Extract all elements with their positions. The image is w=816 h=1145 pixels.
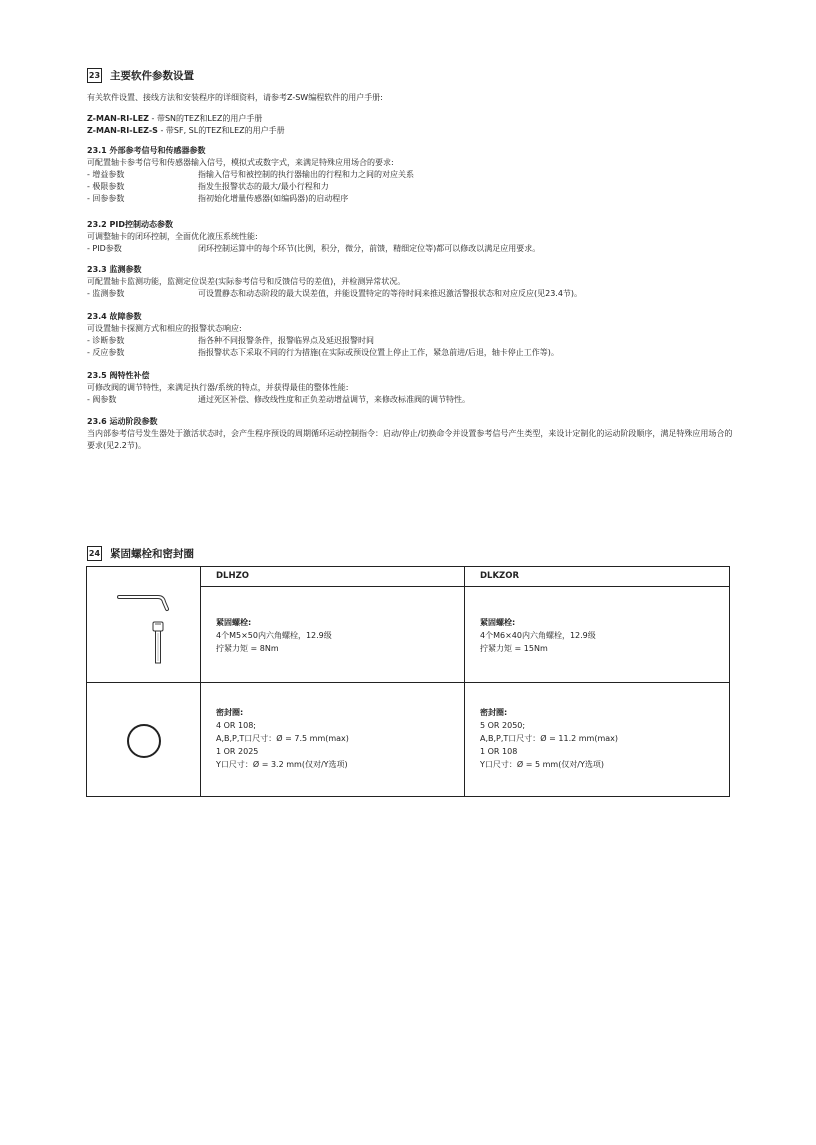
param-value: 指报警状态下采取不同的行为措施(在实际或预设位置上停止工作，紧急前进/后退，轴卡停止工作等)。 — [198, 348, 559, 357]
section-23-intro: 有关软件设置、接线方法和安装程序的详细资料，请参考Z-SW编程软件的用户手册: — [87, 93, 383, 102]
param-row — [87, 335, 737, 347]
subsection-heading: 23.1 外部参考信号和传感器参数 — [87, 146, 206, 155]
subsection-heading: 23.2 PID控制动态参数 — [87, 220, 174, 229]
section-23-title: 主要软件参数设置 — [110, 69, 194, 82]
table-divider — [200, 586, 729, 587]
manual-list — [87, 113, 737, 137]
param-key: - 反应参数 — [87, 348, 125, 357]
table-divider — [87, 682, 729, 683]
subsection-23-5 — [87, 370, 737, 406]
subsection-23-4 — [87, 311, 737, 359]
bolt-line: 拧紧力矩 = 15Nm — [480, 644, 548, 653]
section-24-title: 紧固螺栓和密封圈 — [110, 547, 194, 560]
section-24-header — [87, 546, 194, 561]
section-23-header — [87, 68, 194, 83]
param-row — [87, 193, 737, 205]
subsection-23-1 — [87, 145, 737, 205]
subsection-text: 当内部参考信号发生器处于激活状态时，会产生程序预设的周期循环运动控制指令：启动/停止/切换命令并设置参考信号产生类型，来设计定制化的运动阶段顺序，满足特殊应用场合的要求(见2.2节)。 — [87, 429, 733, 450]
param-key: - 极限参数 — [87, 182, 125, 191]
manual-item — [87, 113, 737, 125]
subsection-intro: 可修改阀的调节特性，来满足执行器/系统的特点，并获得最佳的整体性能: — [87, 383, 349, 392]
bolt-spec-dlhzo — [216, 616, 332, 655]
param-value: 指初始化增量传感器(如编码器)的启动程序 — [198, 194, 349, 203]
seal-spec-dlhzo — [216, 706, 349, 771]
param-row — [87, 181, 737, 193]
param-value: 闭环控制运算中的每个环节(比例，积分，微分，前馈，精细定位等)都可以修改以满足应用要求。 — [198, 244, 541, 253]
hex-key-bolt-icon — [115, 591, 175, 667]
section-23-number: 23 — [87, 68, 102, 83]
param-row — [87, 169, 737, 181]
subsection-23-3 — [87, 264, 737, 300]
param-value: 可设置静态和动态阶段的最大误差值，并能设置特定的等待时间来推迟激活警报状态和对应反应(见23.4节)。 — [198, 289, 583, 298]
manual-desc: - 带SF, SL的TEZ和LEZ的用户手册 — [157, 126, 285, 135]
subsection-intro: 可配置轴卡监测功能，监测定位误差(实际参考信号和反馈信号的差值)，并检测异常状况。 — [87, 277, 406, 286]
param-row — [87, 243, 737, 255]
column-header-dlhzo: DLHZO — [216, 571, 249, 581]
section-24-number: 24 — [87, 546, 102, 561]
seal-line: Y口尺寸：Ø = 5 mm(仅对/Y选项) — [480, 760, 605, 769]
o-ring-icon — [125, 722, 163, 760]
param-value: 指各种不同报警条件，报警临界点及延迟报警时间 — [198, 336, 374, 345]
param-key: - 阀参数 — [87, 395, 117, 404]
subsection-heading: 23.4 故障参数 — [87, 312, 142, 321]
seal-line: 5 OR 2050; — [480, 721, 526, 730]
seal-line: A,B,P,T口尺寸：Ø = 7.5 mm(max) — [216, 734, 349, 743]
bolt-line: 4个M5×50内六角螺栓，12.9级 — [216, 631, 332, 640]
param-key: - 监测参数 — [87, 289, 125, 298]
seal-line: 4 OR 108; — [216, 721, 256, 730]
param-key: - 增益参数 — [87, 170, 125, 179]
fastener-seal-table — [86, 566, 730, 797]
param-key: - 诊断参数 — [87, 336, 125, 345]
bolt-spec-dlkzor — [480, 616, 596, 655]
param-value: 指发生报警状态的最大/最小行程和力 — [198, 182, 329, 191]
subsection-intro: 可设置轴卡探测方式和相应的报警状态响应: — [87, 324, 242, 333]
subsection-heading: 23.5 阀特性补偿 — [87, 371, 150, 380]
param-value: 通过死区补偿、修改线性度和正负差动增益调节，来修改标准阀的调节特性。 — [198, 395, 470, 404]
param-row — [87, 394, 737, 406]
seal-label: 密封圈: — [216, 708, 244, 717]
param-key: - 回参参数 — [87, 194, 125, 203]
subsection-intro: 可调整轴卡的闭环控制，全面优化液压系统性能: — [87, 232, 258, 241]
param-row — [87, 347, 737, 359]
subsection-heading: 23.6 运动阶段参数 — [87, 417, 158, 426]
section-23-intro-block — [87, 92, 737, 104]
bolt-label: 紧固螺栓: — [216, 618, 252, 627]
subsection-23-2 — [87, 219, 737, 255]
param-value: 指输入信号和被控制的执行器输出的行程和力之间的对应关系 — [198, 170, 414, 179]
seal-line: Y口尺寸：Ø = 3.2 mm(仅对/Y选项) — [216, 760, 348, 769]
manual-item — [87, 125, 737, 137]
bolt-line: 4个M6×40内六角螺栓，12.9级 — [480, 631, 596, 640]
column-header-dlkzor: DLKZOR — [480, 571, 519, 581]
seal-label: 密封圈: — [480, 708, 508, 717]
seal-line: A,B,P,T口尺寸：Ø = 11.2 mm(max) — [480, 734, 618, 743]
seal-spec-dlkzor — [480, 706, 618, 771]
param-row — [87, 288, 737, 300]
subsection-intro: 可配置轴卡参考信号和传感器输入信号，模拟式或数字式，来满足特殊应用场合的要求: — [87, 158, 394, 167]
bolt-line: 拧紧力矩 = 8Nm — [216, 644, 279, 653]
seal-line: 1 OR 2025 — [216, 747, 259, 756]
manual-desc: - 带SN的TEZ和LEZ的用户手册 — [148, 114, 263, 123]
param-key: - PID参数 — [87, 244, 122, 253]
manual-code: Z-MAN-RI-LEZ-S — [87, 126, 158, 135]
manual-code: Z-MAN-RI-LEZ — [87, 114, 149, 123]
seal-line: 1 OR 108 — [480, 747, 518, 756]
subsection-heading: 23.3 监测参数 — [87, 265, 142, 274]
bolt-label: 紧固螺栓: — [480, 618, 516, 627]
subsection-23-6 — [87, 416, 737, 452]
